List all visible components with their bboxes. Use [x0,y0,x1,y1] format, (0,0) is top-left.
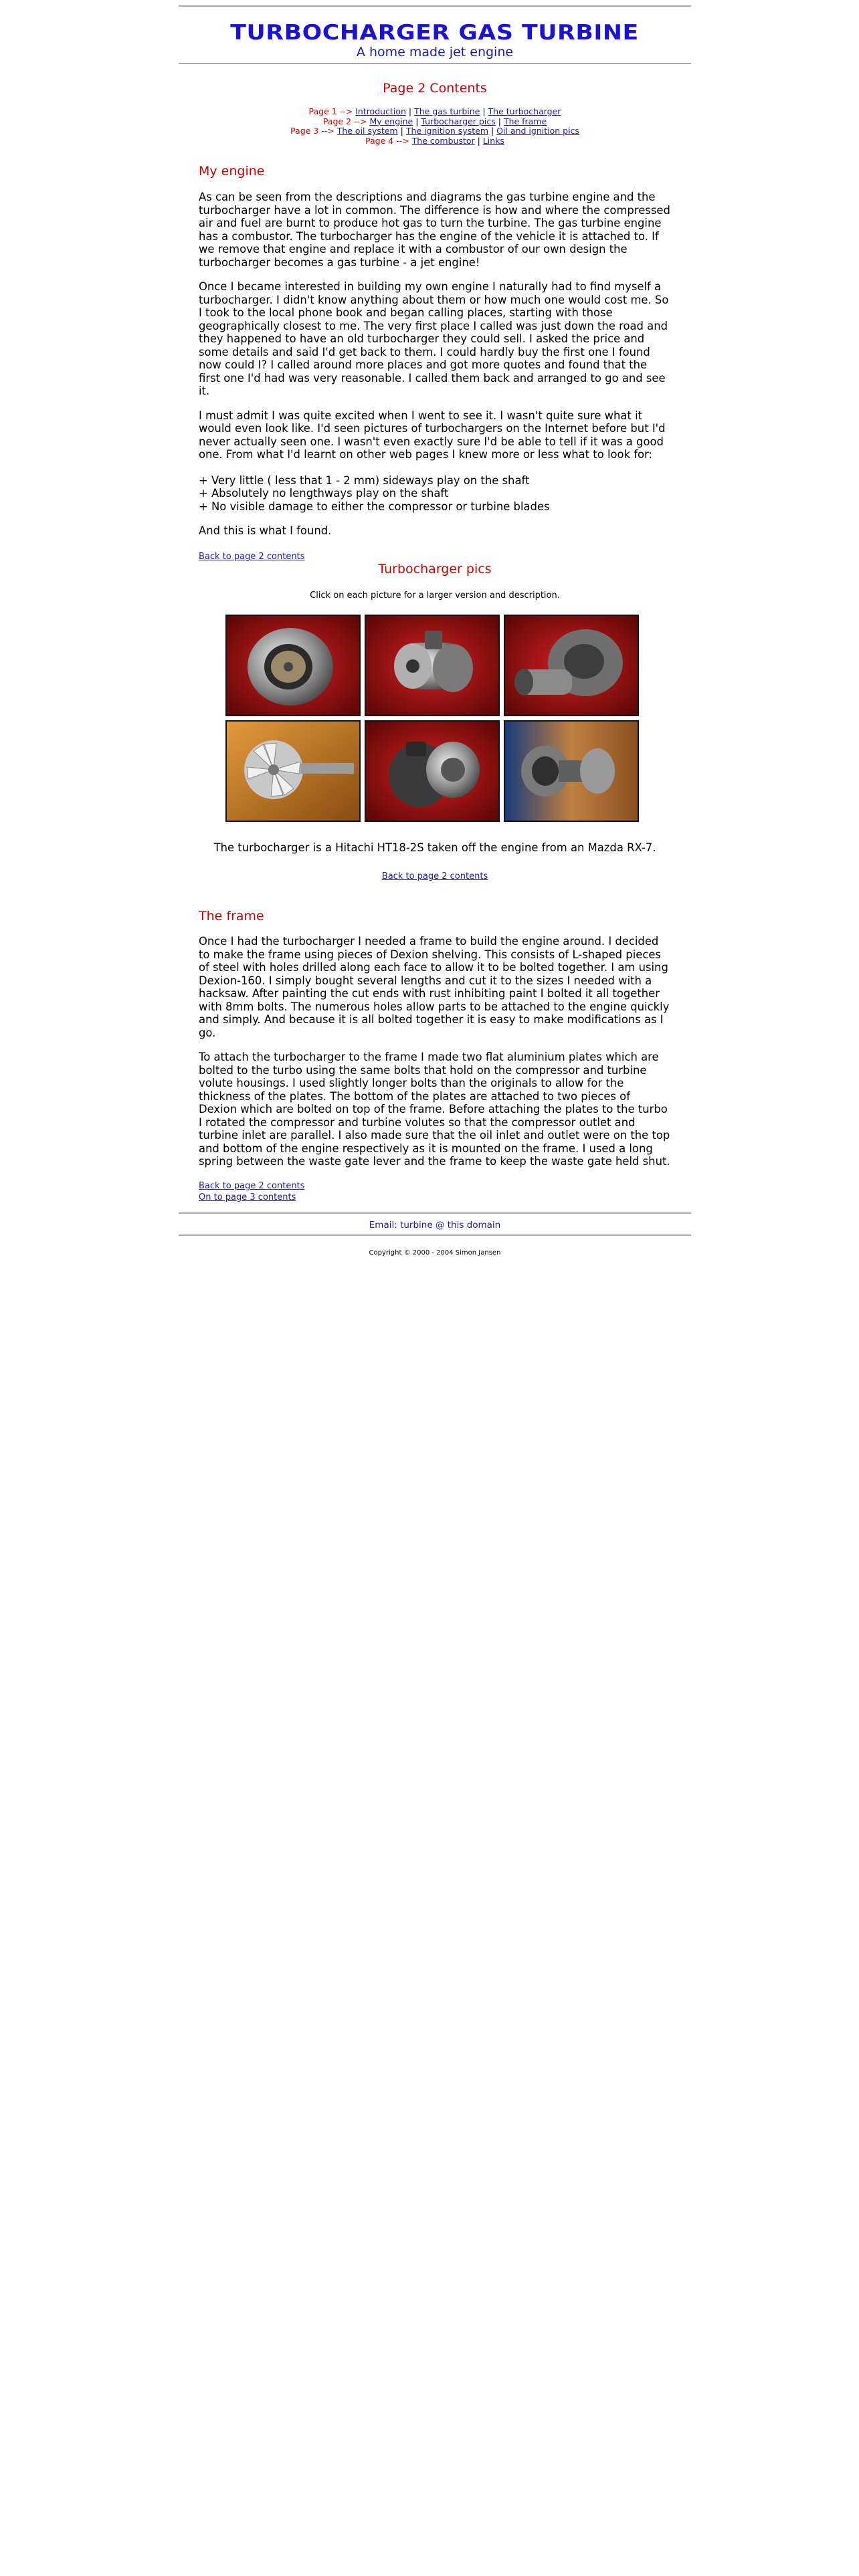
my-engine-heading: My engine [199,164,265,179]
photo-thumbnail[interactable] [365,720,500,822]
toc-link-links[interactable]: Links [482,135,504,146]
my-engine-paragraph-1: As can be seen from the descriptions and diagrams the gas turbine engine and the turbocharger have a lot in common. The difference is how and where the compressed air and fuel are burnt to produce hot gas to turn the turbine. The gas turbine engine has a combustor. The turbocharger has the engine of the vehicle it is attached to. If we remove that engine and replace it with a combustor of our own design the turbocharger becomes a gas turbine - a jet engine! [199,191,670,269]
toc-row-page3: Page 3 --> The oil system | The ignition system | Oil and ignition pics [290,126,579,136]
photo-thumbnail[interactable] [225,720,361,822]
checklist-item: + Very little ( less that 1 - 2 mm) sideways play on the shaft [199,473,530,487]
turbo-photo-4 [227,722,359,821]
toc-link-oil-ignition-pics[interactable]: Oil and ignition pics [496,126,579,136]
toc-link-ignition-system[interactable]: The ignition system [405,126,488,136]
turbo-photo-2 [366,616,498,715]
top-divider [179,5,691,7]
photo-thumbnail[interactable] [504,615,639,716]
checklist [199,474,671,514]
toc-row-page1: Page 1 --> Introduction | The gas turbine | The turbocharger [308,106,561,116]
toc-link-my-engine[interactable]: My engine [369,116,413,126]
frame-paragraph-1: Once I had the turbocharger I needed a frame to build the engine around. I decided to make the frame using pieces of Dexion shelving. This consists of L-shaped pieces of steel with holes drilled along each face to allow it to be bolted together. I am using Dexion-160. I simply bought several lengths and cut it to the sizes I needed with a hacksaw. After painting the cut ends with rust inhibiting paint I bolted it all together with 8mm bolts. The numerous holes allow parts to be attached to the engine quickly and simply. And because it is all bolted together it is easy to make modifications as I go. [199,935,670,1039]
my-engine-paragraph-2: Once I became interested in building my own engine I naturally had to find myself a turbocharger. I didn't know anything about them or how much one would cost me. So I took to the local phone book and began calling places, starting with those geographically closest to me. The very first place I called was just down the road and they happened to have an old turbocharger they could sell. I asked the price and some details and said I'd get back to them. I could hardly buy the first one I found now could I? I called around more places and got more quotes and found that the first one I'd had was very reasonable. I called them back and arranged to go and see it. [199,280,669,397]
my-engine-paragraph-4: And this is what I found. [199,524,332,537]
toc-link-turbocharger-pics[interactable]: Turbocharger pics [421,116,496,126]
next-page-link[interactable]: On to page 3 contents [199,1192,296,1202]
toc-row-page2: Page 2 --> My engine | Turbocharger pics | The frame [322,116,547,126]
site-subtitle: A home made jet engine [356,45,514,60]
back-to-contents-link[interactable]: Back to page 2 contents [199,551,305,562]
photo-thumbnail[interactable] [225,615,361,716]
turbo-photo-5 [366,722,498,821]
footer-divider-bottom [179,1235,691,1236]
pics-note: Click on each picture for a larger version and description. [310,591,560,601]
toc-prefix: Page 2 --> [322,116,367,126]
email-text: Email: turbine @ this domain [369,1220,501,1230]
toc-prefix: Page 1 --> [308,106,353,116]
checklist-item: + No visible damage to either the compressor or turbine blades [199,500,550,513]
footer-divider-top [179,1212,691,1214]
toc-prefix: Page 4 --> [365,135,409,146]
back-to-contents-link[interactable]: Back to page 2 contents [199,1180,305,1191]
site-header [179,21,691,60]
checklist-item: + Absolutely no lengthways play on the shaft [199,487,449,500]
photo-thumbnail[interactable] [365,615,500,716]
back-to-contents-link[interactable]: Back to page 2 contents [381,871,488,881]
toc-row-page4: Page 4 --> The combustor | Links [365,135,504,146]
contents-title: Page 2 Contents [383,81,487,96]
toc-link-introduction[interactable]: Introduction [355,106,406,116]
toc-link-oil-system[interactable]: The oil system [337,126,398,136]
pics-caption: The turbocharger is a Hitachi HT18-2S taken off the engine from an Mazda RX-7. [213,841,656,854]
toc-link-turbocharger[interactable]: The turbocharger [488,106,561,116]
toc-link-combustor[interactable]: The combustor [411,135,475,146]
frame-heading: The frame [199,909,264,924]
turbo-photo-6 [505,722,638,821]
turbo-photo-3 [505,616,638,715]
table-of-contents [179,107,691,146]
my-engine-paragraph-3: I must admit I was quite excited when I went to see it. I wasn't quite sure what it would even look like. I'd seen pictures of turbochargers on the Internet before but I'd never actually seen one. I wasn't even exactly sure I'd be able to tell if it was a good one. From what I'd learnt on other web pages I knew more or less what to look for: [199,409,666,461]
toc-prefix: Page 3 --> [290,126,335,136]
photo-thumbnail[interactable] [504,720,639,822]
copyright-text: Copyright © 2000 - 2004 Simon Jansen [369,1249,501,1257]
my-engine-section [199,164,671,562]
pics-heading: Turbocharger pics [378,562,492,576]
frame-section [199,909,671,1202]
frame-paragraph-2: To attach the turbocharger to the frame I made two flat aluminium plates which are bolted to the turbo using the same bolts that hold on the compressor and turbine volute housings. I used slightly longer bolts than the originals to allow for the thickness of the plates. The bottom of the plates are attached to two pieces of Dexion which are bolted on top of the frame. Before attaching the plates to the turbo I rotated the compressor and turbine volutes so that the compressor outlet and turbine inlet are parallel. I also made sure that the oil inlet and outlet were on the top and bottom of the engine respectively as it is mounted on the frame. I used a long spring between the waste gate lever and the frame to keep the waste gate held shut. [199,1051,670,1168]
turbo-photo-1 [227,616,359,715]
photo-grid [225,615,643,827]
toc-link-the-frame[interactable]: The frame [503,116,547,126]
site-title: TURBOCHARGER GAS TURBINE [230,21,640,45]
toc-link-gas-turbine[interactable]: The gas turbine [414,106,480,116]
header-divider [179,63,691,64]
